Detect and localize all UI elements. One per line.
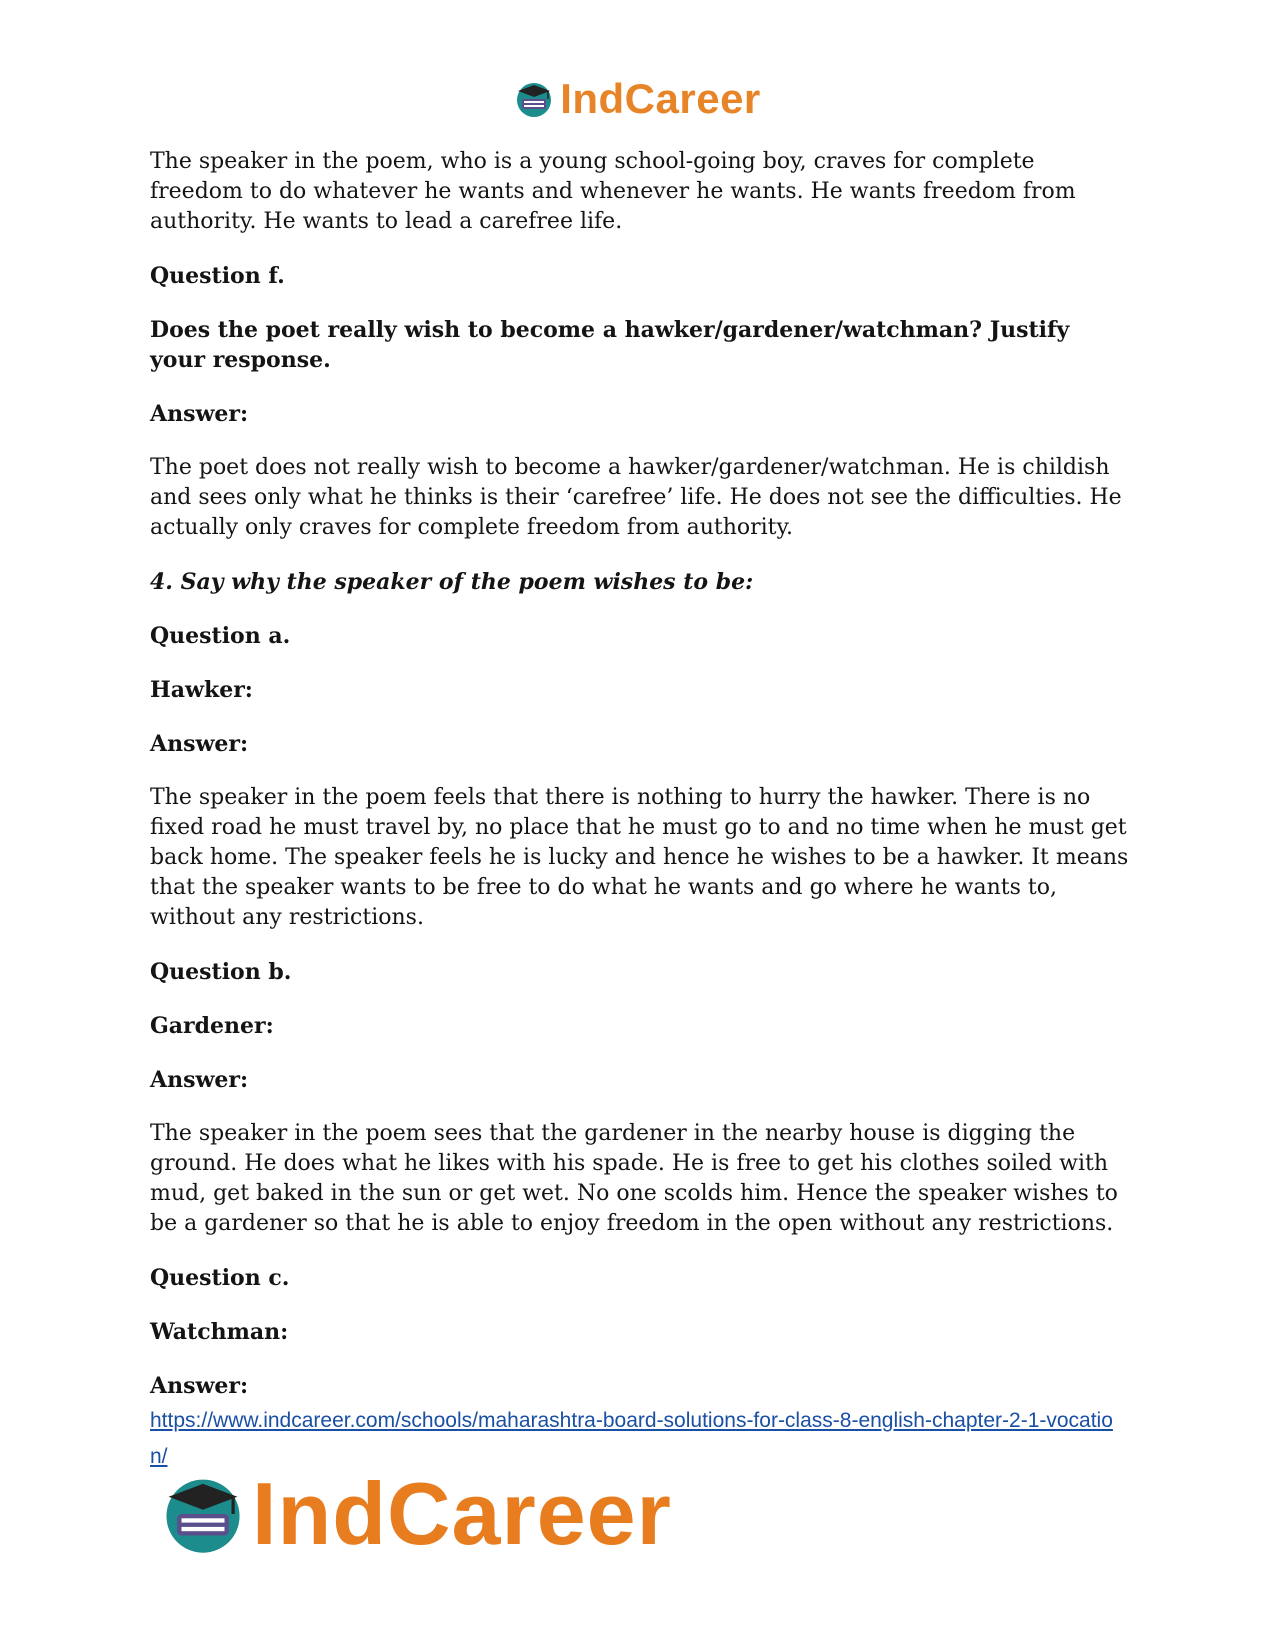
source-link[interactable]: https://www.indcareer.com/schools/maharashtra-board-solutions-for-class-8-english-chapter-2-1-vocation/	[150, 1409, 1113, 1468]
question-text: Gardener:	[150, 1013, 274, 1039]
question-text: Does the poet really wish to become a hawker/gardener/watchman? Justify your response.	[150, 317, 1070, 373]
paragraph: The speaker in the poem, who is a young school-going boy, craves for complete freedom to do whatever he wants and whenever he wants. He wants freedom from authority. He wants to lead a carefree life.	[150, 149, 1076, 234]
logo-text: IndCareer	[252, 1464, 672, 1563]
answer-text: The speaker in the poem feels that there is nothing to hurry the hawker. There is no fixed road he must travel by, no place that he must go to and no time when he must get back home. The speaker feels he is lucky and hence he wishes to be a hawker. It means that the speaker wants to be free to do what he wants and go where he wants to, without any restrictions.	[150, 785, 1129, 930]
question-heading: Question b.	[150, 959, 292, 985]
answer-text: The poet does not really wish to become a hawker/gardener/watchman. He is childish and sees only what he thinks is their ‘carefree’ life. He does not see the difficulties. He actually only craves for complete freedom from authority.	[150, 455, 1122, 540]
answer-label: Answer:	[150, 1067, 249, 1093]
answer-label: Answer:	[150, 1373, 249, 1399]
header-logo	[0, 75, 1275, 122]
footer-logo	[160, 1464, 672, 1563]
graduation-book-icon	[514, 79, 554, 119]
question-heading: Question c.	[150, 1265, 290, 1291]
question-text: Watchman:	[150, 1319, 289, 1345]
answer-label: Answer:	[150, 731, 249, 757]
logo-text: IndCareer	[560, 75, 761, 122]
document-body	[150, 147, 1130, 1475]
section-heading: 4. Say why the speaker of the poem wishes to be:	[150, 569, 754, 595]
question-text: Hawker:	[150, 677, 253, 703]
answer-label: Answer:	[150, 401, 249, 427]
graduation-book-icon	[160, 1471, 246, 1557]
question-heading: Question f.	[150, 263, 285, 289]
answer-text: The speaker in the poem sees that the gardener in the nearby house is digging the ground. He does what he likes with his spade. He is free to get his clothes soiled with mud, get baked in the sun or get wet. No one scolds him. Hence the speaker wishes to be a gardener so that he is able to enjoy freedom in the open without any restrictions.	[150, 1121, 1118, 1236]
question-heading: Question a.	[150, 623, 291, 649]
